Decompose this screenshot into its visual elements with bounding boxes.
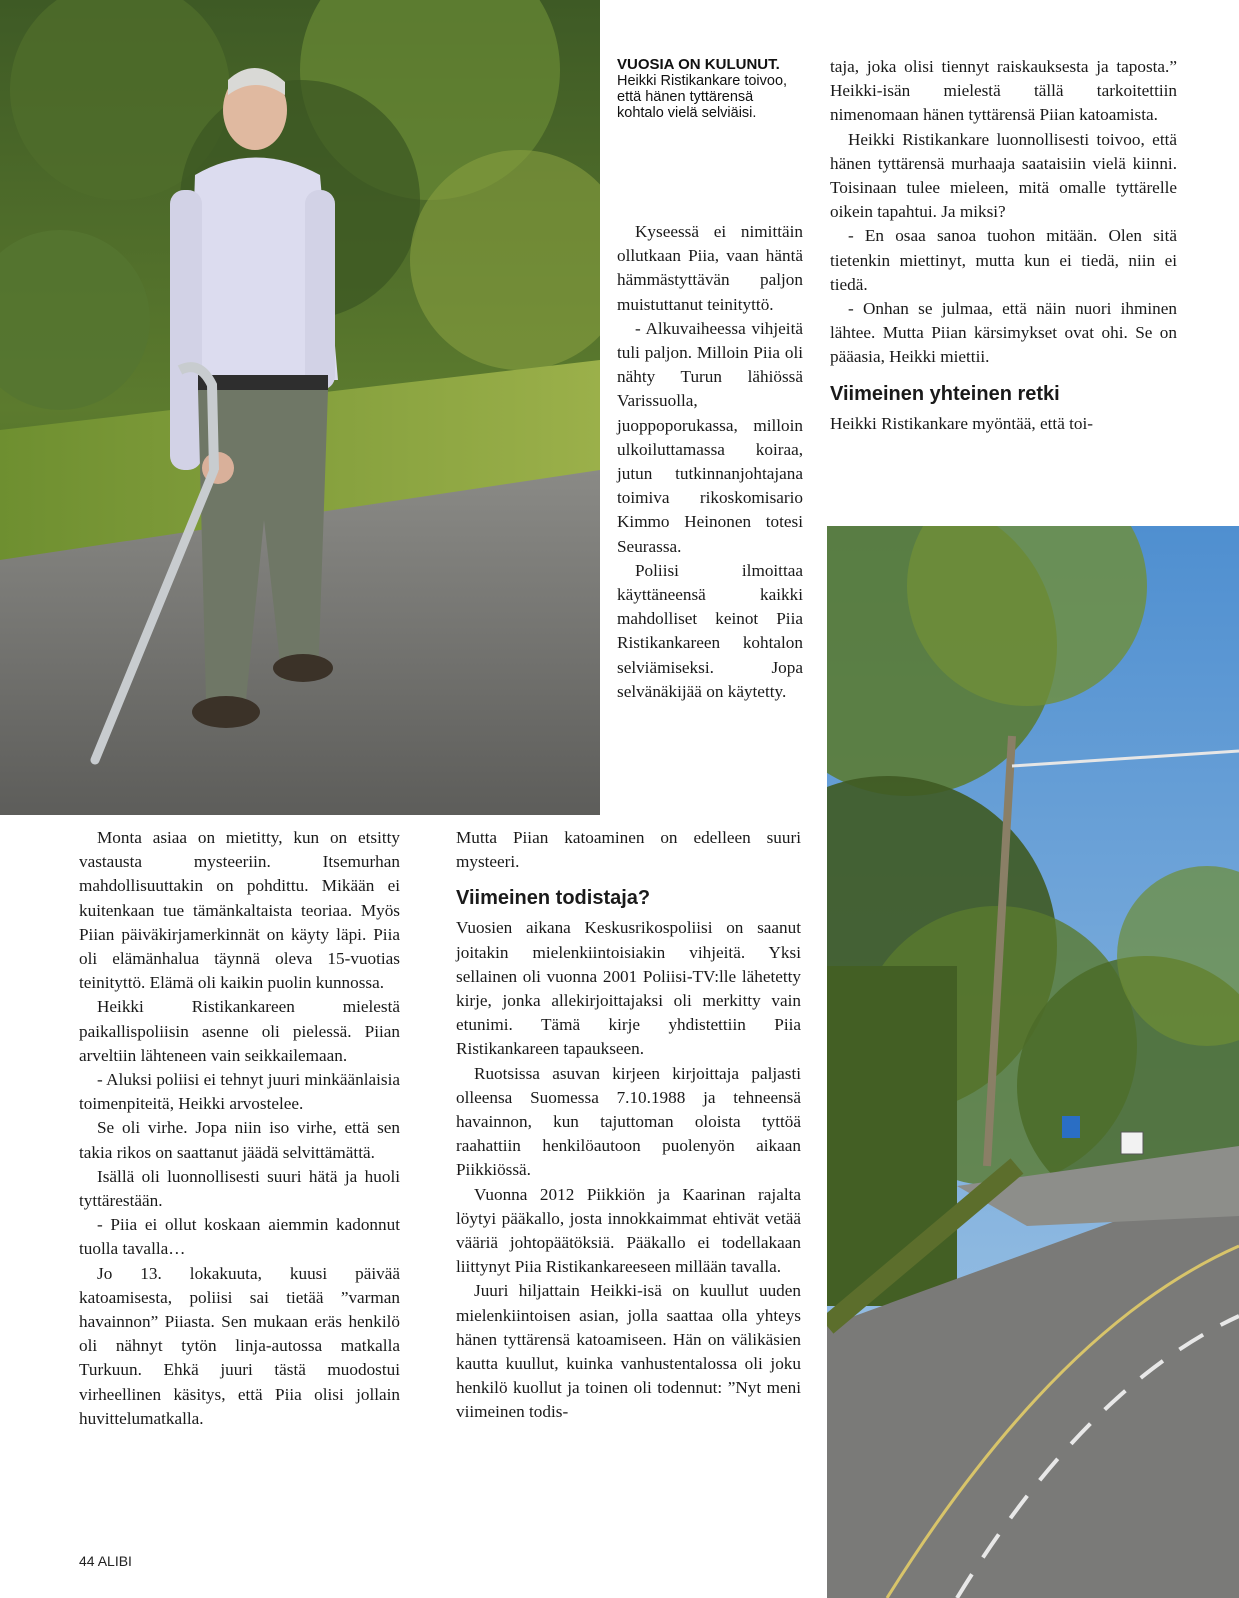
- paragraph: Vuosien aikana Keskusrikospoliisi on saanut joitakin mielenkiintoisiakin vihjeitä. Yksi sellainen oli vuonna 2001 Poliisi-TV:lle lähetetty kirje, jonka allekirjoittajaksi oli merkitty vain etunimi. Tämä kirje yhdistettiin Piia Ristikankareen tapaukseen.: [456, 918, 801, 1059]
- column-middle-top: [617, 220, 803, 704]
- photo-road-illustration: [827, 526, 1239, 1598]
- column-left: [79, 826, 400, 1431]
- paragraph: Heikki Ristikankareen mielestä paikallispoliisin asenne oli pielessä. Piian arveltiin lähteneen vain seikkailemaan.: [79, 997, 400, 1065]
- paragraph: Se oli virhe. Jopa niin iso virhe, että sen takia rikos on saattanut jäädä selvittämättä.: [79, 1118, 400, 1162]
- paragraph: Poliisi ilmoittaa käyttäneensä kaikki mahdolliset keinot Piia Ristikankareen kohtalon selviämiseksi. Jopa selvänäkijää on käytetty.: [617, 560, 803, 701]
- paragraph: taja, joka olisi tiennyt raiskauksesta ja taposta.” Heikki-isän mielestä tällä tarkoitettiin nimenomaan hänen tyttärensä Piian katoamista.: [830, 57, 1177, 125]
- paragraph: Monta asiaa on mietitty, kun on etsitty vastausta mysteeriin. Itsemurhan mahdollisuuttakin on pohdittu. Mikään ei kuitenkaan tue tämänkaltaista teoriaa. Myös Piian päiväkirjamerkinnät on käyty läpi. Piia oli elämänhalua täynnä oleva 15-vuotias teinityttö. Elämä oli kaikin puolin kunnossa.: [79, 828, 400, 993]
- paragraph: Jo 13. lokakuuta, kuusi päivää katoamisesta, poliisi sai tietää ”varman havainnon” Piiasta. Sen mukaan eräs henkilö oli nähnyt tytön linja-autossa matkalla Turkuun. Ehkä juuri tästä muodostui virheellinen käsitys, että Piia olisi jollain huvittelumatkalla.: [79, 1263, 400, 1428]
- column-right: [830, 55, 1177, 436]
- page-folio: 44 ALIBI: [79, 1553, 132, 1569]
- paragraph: Ruotsissa asuvan kirjeen kirjoittaja paljasti olleensa Suomessa 7.10.1988 ja tehneensä havainnon, kun tajuttoman oloista tyttöä raahattiin henkilöautoon puolenyön aikaan Piikkiössä.: [456, 1063, 801, 1180]
- column-middle-bottom: [456, 826, 801, 1425]
- paragraph: Kyseessä ei nimittäin ollutkaan Piia, vaan häntä hämmästyttävän paljon muistuttanut teinityttö.: [617, 222, 803, 314]
- photo-caption: [617, 57, 797, 121]
- paragraph: - Alkuvaiheessa vihjeitä tuli paljon. Milloin Piia oli nähty Turun lähiössä Varissuolla, juoppoporukassa, milloin ulkoiluttamassa koiraa, jutun tutkinnanjohtajana toimiva rikoskomisario Kimmo Heinonen totesi Seurassa.: [617, 318, 803, 556]
- photo-road-crossing: [827, 526, 1239, 1598]
- caption-text: Heikki Ristikankare toivoo, että hänen tyttärensä kohtalo vielä selviäisi.: [617, 73, 788, 121]
- caption-title: VUOSIA ON KULUNUT.: [617, 56, 780, 73]
- paragraph: Juuri hiljattain Heikki-isä on kuullut uuden mielenkiintoisen asian, jolla saattaa olla yhteys hänen tyttärensä katoamiseen. Hän on välikäsien kautta kuullut, kuinka vanhustentalossa oli joku henkilö kuollut ja toinen oli todennut: ”Nyt meni viimeinen todis-: [456, 1281, 801, 1422]
- paragraph: - Piia ei ollut koskaan aiemmin kadonnut tuolla tavalla…: [79, 1215, 400, 1259]
- paragraph: Isällä oli luonnollisesti suuri hätä ja huoli tyttärestään.: [79, 1166, 400, 1211]
- photo-man-illustration: [0, 0, 600, 815]
- paragraph: Vuonna 2012 Piikkiön ja Kaarinan rajalta löytyi pääkallo, josta innokkaimmat ehtivät vetää vääriä johtopäätöksiä. Pääkallo ei todellakaan liittynyt Piia Ristikankareeseen millään tavalla.: [456, 1184, 801, 1277]
- paragraph: - En osaa sanoa tuohon mitään. Olen sitä tietenkin miettinyt, mutta kun ei tiedä, niin ei tiedä.: [830, 226, 1177, 294]
- paragraph: Heikki Ristikankare myöntää, että toi-: [830, 413, 1093, 433]
- paragraph: - Onhan se julmaa, että näin nuori ihminen lähtee. Mutta Piian kärsimykset ovat ohi. Se on pääasia, Heikki miettii.: [830, 299, 1177, 367]
- paragraph: Heikki Ristikankare luonnollisesti toivoo, että hänen tyttärensä murhaaja saataisiin vielä kiinni. Toisinaan tulee mieleen, mitä omalle tyttärelle oikein tapahtui. Ja miksi?: [830, 129, 1177, 222]
- section-heading-last-witness: Viimeinen todistaja?: [456, 887, 651, 910]
- paragraph: - Aluksi poliisi ei tehnyt juuri minkäänlaisia toimenpiteitä, Heikki arvostelee.: [79, 1070, 400, 1114]
- photo-man-on-path: [0, 0, 600, 815]
- paragraph-continuation: Mutta Piian katoaminen on edelleen suuri mysteeri.: [456, 828, 801, 872]
- section-heading-last-trip: Viimeinen yhteinen retki: [830, 382, 1060, 405]
